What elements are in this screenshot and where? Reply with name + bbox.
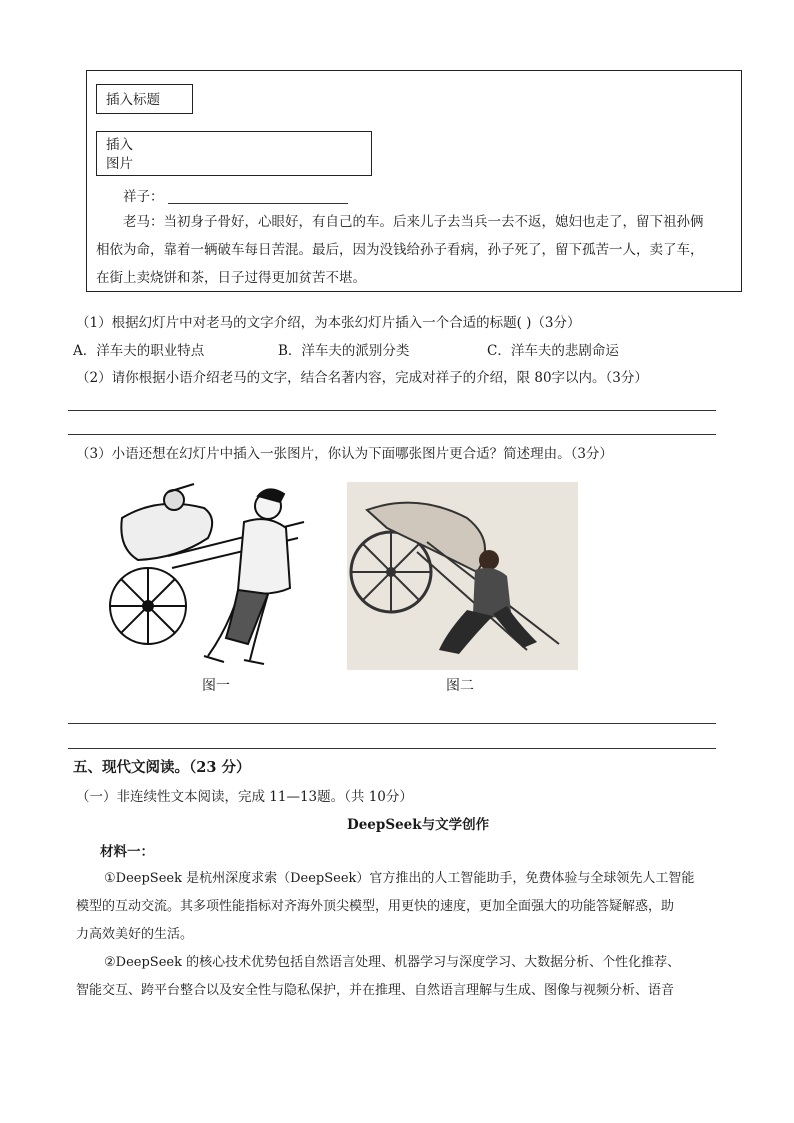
q3-stem: （3）小语还想在幻灯片中插入一张图片，你认为下面哪张图片更合适？简述理由。（3分） (76, 446, 613, 462)
title-placeholder-box (96, 84, 193, 114)
q3-answer-line-1 (68, 723, 716, 724)
q2-stem: （2）请你根据小语介绍老马的文字，结合名著内容，完成对祥子的介绍，限 80字以内。（3分） (76, 370, 648, 386)
q3-answer-line-2 (68, 748, 716, 749)
para2-line-2: 智能交互、跨平台整合以及安全性与隐私保护，并在推理、自然语言理解与生成、图像与视频分析、语音 (76, 983, 675, 998)
laoma-line-1: 老马：当初身子骨好，心眼好，有自己的车。后来儿子去当兵一去不返，媳妇也走了，留下祖孙俩 (123, 214, 704, 230)
q1-option-a: A．洋车夫的职业特点 (73, 343, 205, 359)
q1-stem: （1）根据幻灯片中对老马的文字介绍，为本张幻灯片插入一个合适的标题( )（3分） (76, 315, 581, 331)
q2-answer-line-2 (68, 434, 716, 435)
xiangzi-answer-line (168, 203, 348, 204)
image-placeholder-line1: 插入 (106, 137, 133, 153)
image-placeholder-box (96, 131, 372, 176)
q1-option-b: B．洋车夫的派别分类 (278, 343, 410, 359)
section-sub-heading: （一）非连续性文本阅读，完成 11—13题。（共 10分） (76, 789, 413, 805)
para1-line-2: 模型的互动交流。其多项性能指标对齐海外顶尖模型，用更快的速度，更加全面强大的功能答疑解惑，助 (76, 899, 675, 914)
figure-2-image (347, 482, 578, 670)
para1-line-3: 力高效美好的生活。 (76, 927, 194, 942)
para1-line-1: ①DeepSeek 是杭州深度求索（DeepSeek）官方推出的人工智能助手，免费体验与全球领先人工智能 (104, 871, 695, 886)
q2-answer-line-1 (68, 410, 716, 411)
laoma-line-2: 相依为命，靠着一辆破车每日苦混。最后，因为没钱给孙子看病，孙子死了，留下孤苦一人，卖了车， (96, 242, 704, 258)
image-placeholder-line2: 图片 (106, 156, 133, 172)
xiangzi-label: 祥子： (123, 189, 164, 205)
para2-line-1: ②DeepSeek 的核心技术优势包括自然语言处理、机器学习与深度学习、大数据分析、个性化推荐、 (104, 955, 681, 970)
q1-option-c: C．洋车夫的悲剧命运 (487, 343, 619, 359)
title-placeholder-text: 插入标题 (106, 92, 160, 108)
laoma-line-3: 在街上卖烧饼和茶，日子过得更加贫苦不堪。 (96, 270, 366, 286)
figure-1-caption: 图一 (202, 678, 230, 694)
figure-1-image (108, 478, 318, 674)
material-label: 材料一： (100, 844, 154, 860)
article-title: DeepSeek与文学创作 (347, 817, 490, 833)
figure-2-caption: 图二 (446, 678, 474, 694)
section-heading: 五、现代文阅读。（23 分） (73, 759, 251, 776)
